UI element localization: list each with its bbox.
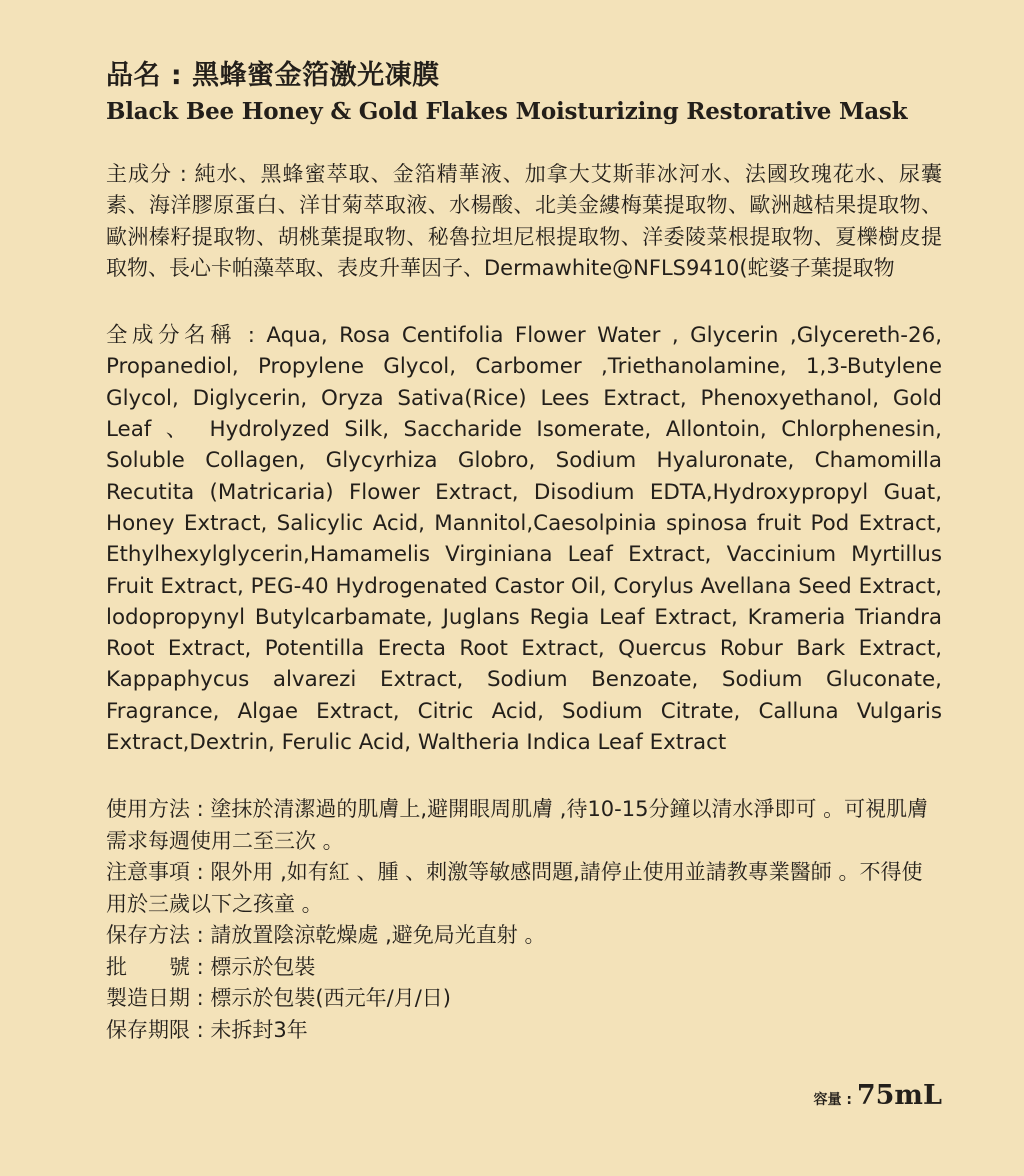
product-info-section	[106, 794, 942, 1046]
storage-method: 保存方法 : 請放置陰涼乾燥處 ,避免局光直射 。	[106, 923, 546, 948]
volume-label: 容量 :	[813, 1092, 857, 1108]
shelf-life: 保存期限 : 未拆封3年	[106, 1017, 308, 1042]
full-ingredients-section	[106, 320, 942, 758]
usage-instructions: 使用方法 : 塗抹於清潔過的肌膚上,避開眼周肌膚 ,待10-15分鐘以清水淨即可 。可視肌膚需求每週使用二至三次 。	[106, 797, 929, 853]
main-ingredients-section	[106, 159, 942, 284]
caution-notes: 注意事項 : 限外用 ,如有紅 、腫 、刺激等敏感問題,請停止使用並請教專業醫師 。不得使用於三歲以下之孩童 。	[106, 860, 923, 916]
product-name-en: Black Bee Honey & Gold Flakes Moisturizing Restorative Mask	[106, 98, 908, 125]
label-document	[106, 58, 942, 1046]
volume-value: 75mL	[856, 1080, 942, 1111]
full-ingredients: 全成分名稱 : Aqua, Rosa Centifolia Flower Water , Glycerin ,Glycereth-26, Propanediol, Propylene Glycol, Carbomer ,Triethanolamine, 1,3-Butylene Glycol, Diglycerin, Oryza Sativa(Rice) Lees Extract, Phenoxyethanol, Gold Leaf 、 Hydrolyzed Silk, Saccharide Isomerate, Allontoin, Chlorphenesin, Soluble Collagen, Glycyrhiza Globro, Sodium Hyaluronate, Chamomilla Recutita (Matricaria) Flower Extract, Disodium EDTA,Hydroxypropyl Guat, Honey Extract, Salicylic Acid, Mannitol,Caesolpinia spinosa fruit Pod Extract, Ethylhexylglycerin,Hamamelis Virginiana Leaf Extract, Vaccinium Myrtillus Fruit Extract, PEG-40 Hydrogenated Castor Oil, Corylus Avellana Seed Extract, lodopropynyl Butylcarbamate, Juglans Regia Leaf Extract, Krameria Triandra Root Extract, Potentilla Erecta Root Extract, Quercus Robur Bark Extract, Kappaphycus alvarezi Extract, Sodium Benzoate, Sodium Gluconate, Fragrance, Algae Extract, Citric Acid, Sodium Citrate, Calluna Vulgaris Extract,Dextrin, Ferulic Acid, Waltheria Indica Leaf Extract	[106, 323, 942, 756]
main-ingredients: 主成分 : 純水、黑蜂蜜萃取、金箔精華液、加拿大艾斯菲冰河水、法國玫瑰花水、尿囊素、海洋膠原蛋白、洋甘菊萃取液、水楊酸、北美金縷梅葉提取物、歐洲越桔果提取物、歐洲榛籽提取物、胡桃葉提取物、秘魯拉坦尼根提取物、洋委陵菜根提取物、夏櫟樹皮提取物、長心卡帕藻萃取、表皮升華因子、Dermawhite@NFLS9410(蛇婆子葉提取物	[106, 162, 942, 280]
manufacture-date: 製造日期 : 標示於包裝(西元年/月/日)	[106, 986, 451, 1011]
batch-number: 批 號 : 標示於包裝	[106, 954, 316, 979]
volume	[814, 1080, 943, 1111]
product-name-zh: 品名 : 黑蜂蜜金箔激光凍膜	[106, 60, 440, 91]
